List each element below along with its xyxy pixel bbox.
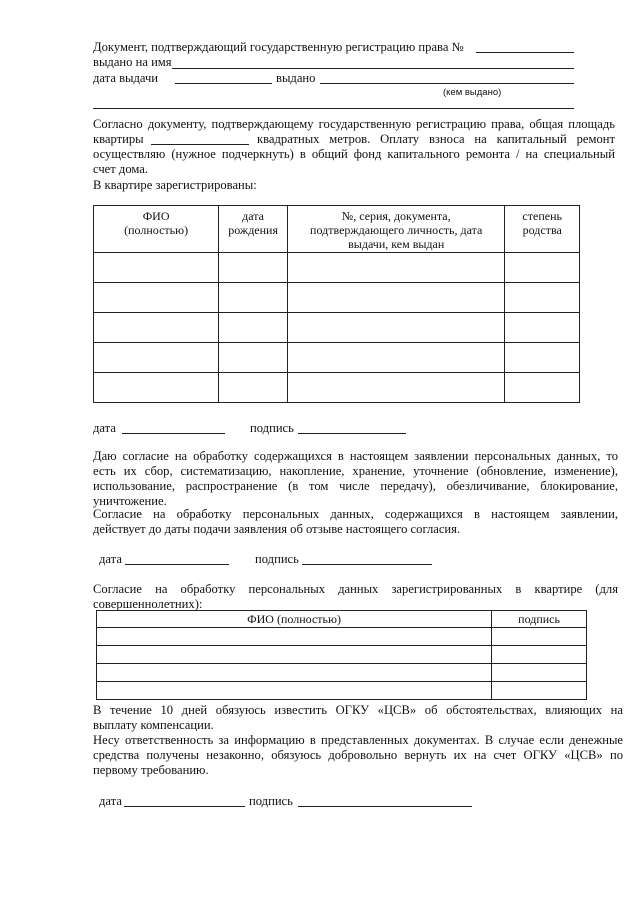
date-label-2: дата (99, 552, 122, 566)
column-header-signature: подпись (492, 611, 587, 628)
consent-line5: Согласие на обработку персональных данных, содержащихся в настоящем заявлении, (93, 507, 618, 521)
area-paragraph-line4: счет дома. (93, 162, 148, 176)
area-paragraph-line2: квадратных метров. Оплату взноса на капитальный ремонт (257, 132, 615, 146)
registered-label: В квартире зарегистрированы: (93, 178, 257, 192)
obligations-line1: В течение 10 дней обязуюсь известить ОГКУ «ЦСВ» об обстоятельствах, влияющих на (93, 703, 623, 717)
obligations-line4: средства получены незаконно, обязуюсь добровольно вернуть их на счет ОГКУ «ЦСВ» по (93, 748, 623, 762)
area-field[interactable] (151, 144, 249, 145)
consent-line2: есть их сбор, систематизацию, накопление, хранение, уточнение (обновление, изменение), (93, 464, 618, 478)
table-row (94, 343, 580, 373)
sign-field-2[interactable] (302, 564, 432, 565)
table-row (94, 253, 580, 283)
table-row (94, 373, 580, 403)
sign-label-2: подпись (255, 552, 299, 566)
consent-adults-table-header (97, 611, 587, 628)
issued-by-field[interactable] (320, 83, 574, 84)
date-field-3[interactable] (124, 806, 245, 807)
date-label-1: дата (93, 421, 116, 435)
table-row (97, 646, 587, 664)
sign-field-1[interactable] (298, 433, 406, 434)
consent-line4: уничтожение. (93, 494, 167, 508)
date-field-2[interactable] (125, 564, 229, 565)
area-paragraph-line3: осуществляю (нужное подчеркнуть) в общий фонд капитального ремонта / на специальный (93, 147, 615, 161)
consent-line6: действует до даты подачи заявления об отзыве настоящего согласия. (93, 522, 461, 536)
issue-date-label: дата выдачи (93, 71, 159, 85)
column-header-document: №, серия, документа, подтверждающего личность, дата выдачи, кем выдан (287, 206, 504, 253)
doc-reg-label: Документ, подтверждающий государственную регистрацию права № (93, 40, 464, 54)
issued-by-caption: (кем выдано) (443, 87, 502, 98)
table-row (97, 682, 587, 700)
registered-table-header (94, 206, 580, 253)
doc-reg-number-field[interactable] (476, 52, 574, 53)
date-field-1[interactable] (122, 433, 225, 434)
table-row (97, 664, 587, 682)
consent-line3: использование, распространение (в том числе передачу), обезличивание, блокирование, (93, 479, 618, 493)
obligations-line3: Несу ответственность за информацию в представленных документах. В случае если денежные (93, 733, 623, 747)
sign-field-3[interactable] (298, 806, 472, 807)
column-header-fio: ФИО (полностью) (94, 206, 219, 253)
sign-label-3: подпись (249, 794, 293, 808)
consent-adults-line2: совершеннолетних): (93, 597, 203, 611)
table-row (94, 283, 580, 313)
issued-by-field-line2[interactable] (93, 108, 574, 109)
consent-adults-line1: Согласие на обработку персональных данных зарегистрированных в квартире (для (93, 582, 618, 596)
issued-name-label: выдано на имя (93, 55, 172, 69)
column-header-fio-adults: ФИО (полностью) (97, 611, 492, 628)
area-paragraph-line1: Согласно документу, подтверждающему государственную регистрацию права, общая площадь (93, 117, 615, 131)
table-row (94, 313, 580, 343)
column-header-birthdate: дата рождения (219, 206, 288, 253)
consent-adults-table (96, 610, 587, 700)
column-header-relation: степень родства (505, 206, 580, 253)
sign-label-1: подпись (250, 421, 294, 435)
issued-name-field[interactable] (172, 68, 574, 69)
area-label: квартиры (93, 132, 144, 146)
obligations-line5: первому требованию. (93, 763, 209, 777)
issue-date-field[interactable] (175, 83, 272, 84)
consent-line1: Даю согласие на обработку содержащихся в настоящем заявлении персональных данных, то (93, 449, 618, 463)
registered-table (93, 205, 580, 403)
obligations-line2: выплату компенсации. (93, 718, 214, 732)
issued-by-label: выдано (276, 71, 316, 85)
date-label-3: дата (99, 794, 122, 808)
table-row (97, 628, 587, 646)
